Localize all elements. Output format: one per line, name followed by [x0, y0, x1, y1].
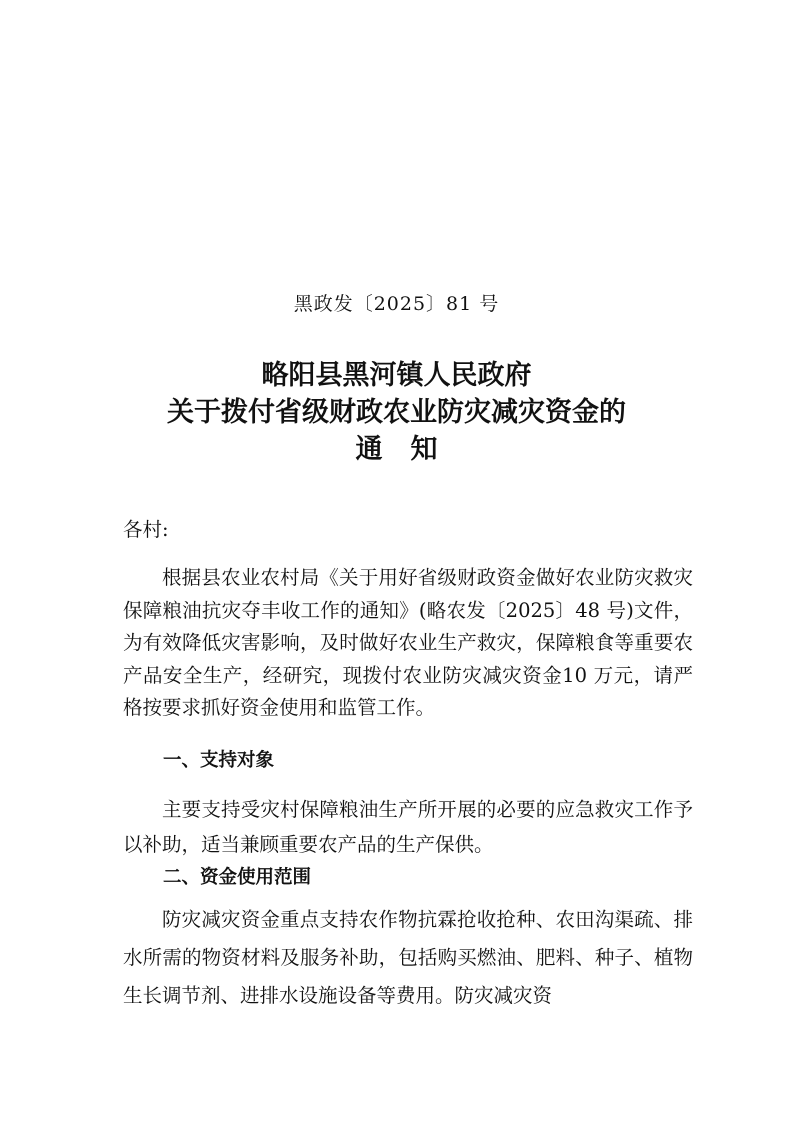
- section-heading-fund-scope: 二、资金使用范围: [163, 867, 312, 888]
- salutation: 各村:: [123, 518, 169, 541]
- paragraph-support-targets: 主要支持受灾村保障粮油生产所开展的必要的应急救灾工作予以补助，适当兼顾重要农产品的生产保供。: [123, 798, 693, 856]
- document-title: [0, 357, 793, 468]
- section-heading-support-targets: 一、支持对象: [163, 750, 275, 771]
- title-line-3: 通知: [355, 434, 466, 465]
- paragraph-intro: 根据县农业农村局《关于用好省级财政资金做好农业防灾救灾保障粮油抗灾夺丰收工作的通知》(略农发〔2025〕48 号)文件，为有效降低灾害影响，及时做好农业生产救灾，保障粮食等重要农产品安全生产，经研究，现拨付农业防灾减灾资金10 万元，请严格按要求抓好资金使用和监管工作。: [123, 566, 693, 719]
- document-number: 黑政发〔2025〕81 号: [293, 293, 500, 315]
- title-line-2: 关于拨付省级财政农业防灾减灾资金的: [167, 397, 626, 428]
- paragraph-fund-scope: 防灾减灾资金重点支持农作物抗霖抢收抢种、农田沟渠疏、排水所需的物资材料及服务补助，包括购买燃油、肥料、种子、植物生长调节剂、进排水设施设备等费用。防灾减灾资: [123, 908, 693, 1007]
- title-line-1: 略阳县黑河镇人民政府: [261, 360, 532, 391]
